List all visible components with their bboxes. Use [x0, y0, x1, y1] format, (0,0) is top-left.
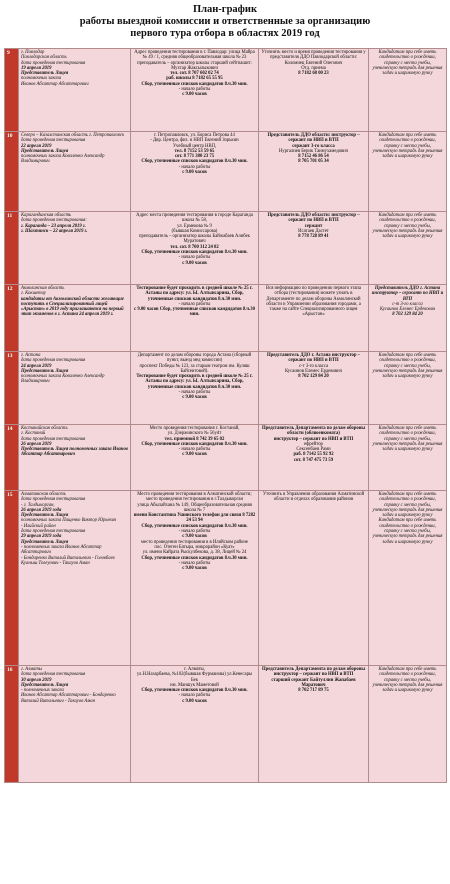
table-row [5, 352, 447, 425]
cell-line: Акмолинская область [21, 286, 65, 291]
schedule-table [4, 48, 447, 783]
cell-line: Кандидатам при себе иметь свидетельство о рождении, справку с места учебы, ученическую тетрадь для решения задач и шариковую ручку [372, 50, 443, 77]
address-cell [131, 425, 259, 491]
cell-line: с 9.00 часов [182, 170, 207, 176]
notes-cell [369, 491, 447, 666]
cell-line: 8 702 129 84 20 [298, 374, 329, 380]
cell-line: Сбор, уточненные списков кандидатов 8.ч.30 мин. [141, 250, 248, 256]
cell-line: Представитель ДДО области: инструктор – сержант по НВП и ВТП [267, 213, 360, 224]
cell-line: инструктор – сержант по НВП и ВТП [273, 436, 354, 442]
notes-cell [369, 132, 447, 212]
cell-line: раб. 8 7142 55 92 92 [293, 452, 334, 458]
cell-line: Костанайская область [21, 426, 68, 431]
cell-line: с 9.00 часов [182, 566, 207, 572]
cell-line: - Бондаренко Виталий Витальевич - Головбаев Куаныш Толеуович - Такауов Аман [21, 555, 115, 566]
cell-line: место проведения тестирования в в Илийском районе [141, 539, 248, 545]
cell-line: - Илийский район [21, 523, 56, 529]
cell-line: Сбор, уточненные списков кандидатов 8.ч.30 мин. [141, 81, 248, 87]
cell-line: 8 7182 68 00 23 [298, 71, 329, 77]
cell-line: Представитель Лицея полномочных заказа Иванов Абсаттар Абсаттарович [21, 447, 128, 458]
cell-line: с 9.00 часов Сбор, уточненные списков кандидатов 8.ч.30 мин. [134, 307, 255, 318]
cell-line: Павлодарская область [21, 55, 67, 61]
region-cell [19, 132, 131, 212]
cell-line: Сбор, уточненные списков кандидатов 8.ч.30 мин. [141, 688, 248, 694]
cell-line: тел. сот. 8 700 312 24 02 [170, 244, 219, 250]
cell-line: Кандидатам при себе иметь свидетельство о рождении, справку с места учебы, ученическую тетрадь для решения задач и шариковую ручку [372, 213, 443, 240]
cell-line: г. Шахтинск – 22 апреля 2019 г. [21, 228, 88, 234]
cell-line: Мухтар Жаксылыкович [171, 65, 218, 71]
cell-line: - начало работы [178, 529, 211, 535]
cell-line: - начало работы [178, 560, 211, 566]
contact-cell [259, 666, 369, 783]
cell-line: Адрес места проведения тестирования в городе Караганда школа № 58, [136, 213, 253, 224]
cell-line: Иванов Абсаттар Абсаттарович [21, 81, 89, 87]
cell-line: Иванов Абсаттар Абсаттарович - Бондаренко Виталий Витальевич - Такауов Аман [21, 693, 116, 704]
cell-line: с 9.00 часов [182, 395, 207, 401]
cell-line: Алматинская область [21, 492, 66, 497]
region-cell [19, 491, 131, 666]
cell-line: Место проведения тестирования в Алматинской области; [137, 492, 252, 497]
cell-line: сержант 3-го класса [292, 143, 335, 149]
cell-line: Сбор, уточненные списков кандидатов 8.ч.30 мин. [141, 555, 248, 561]
cell-line: с 9.00 часов [182, 452, 207, 458]
cell-line: им. Маншук Маметовой [170, 682, 219, 688]
table-row [5, 666, 447, 783]
cell-line: дата проведения тестирования [21, 60, 86, 66]
cell-line: проспект Победы № 123, за старым театром им. Куляш Байсеитовой). [139, 363, 250, 374]
cell-line: - начало работы [178, 87, 211, 93]
row-number: 16 [5, 666, 19, 783]
address-cell [131, 212, 259, 285]
contact-cell [259, 212, 369, 285]
region-cell [19, 425, 131, 491]
table-row [5, 132, 447, 212]
cell-line: 26 апреля 2019 года [21, 507, 62, 513]
cell-line: место проведения тестирования в г.Талдыкорган [145, 497, 244, 503]
cell-line: Представитель Департамента по делам обороны [261, 667, 366, 672]
cell-line: г. Караганда – 23 апреля 2019 г. [21, 223, 86, 229]
cell-line: Кандидатам при себе иметь свидетельство о рождении, справку с места учебы, ученическую тетрадь для решения задач и шариковую ручку [372, 426, 443, 453]
cell-line: 19 апреля 2019 [21, 65, 52, 71]
row-number: 14 [5, 425, 19, 491]
notes-cell [369, 49, 447, 132]
cell-line: Северо – Казахстанская область г. Петропавловск [21, 133, 125, 138]
cell-line: - Двр. Центра, физ. и НВП Евгений Зорькин [150, 138, 239, 144]
address-cell [131, 132, 259, 212]
cell-line: г. Петропавловск, ул. Бориса Петрова 44 [154, 133, 235, 138]
cell-line: дата проведения тестирования [21, 436, 86, 442]
cell-line: - полномочных заказа [21, 688, 64, 694]
cell-line: 24 апреля 2019 [21, 363, 52, 369]
title-line-3: первого тура отбора в областях 2019 год [130, 28, 320, 39]
contact-cell [259, 491, 369, 666]
cell-line: Представитель Лицея [21, 71, 69, 77]
cell-line: Уточнить в Управлении образования Алматинской области и отделах образования районов [262, 492, 365, 503]
cell-line: 22 апреля 2019 [21, 143, 52, 149]
cell-line: г. Алматы [21, 667, 42, 672]
cell-line: Представитель Лицея [21, 682, 69, 688]
cell-line: - начало работы [178, 164, 211, 170]
cell-line: ефрейтор [304, 441, 323, 447]
cell-line: Кандидатам при себе иметь свидетельство о рождении, справку с места учебы, ученическую тетрадь для решения задач и шариковую ручку [372, 667, 443, 694]
cell-line: полномочных заказа [21, 76, 62, 82]
cell-line: Представитель Лицея [21, 368, 69, 374]
notes-cell [369, 666, 447, 783]
region-cell [19, 49, 131, 132]
cell-line: Коломиец Евгений Олегович [284, 60, 343, 66]
address-cell [131, 352, 259, 425]
table-row [5, 491, 447, 666]
cell-line: раб. школы 8 7182 65 55 95 [166, 76, 223, 82]
region-cell [19, 666, 131, 783]
notes-cell [369, 352, 447, 425]
cell-line: - начало работы [178, 255, 211, 261]
cell-line: ул. Дзержинского № 56уdт [167, 431, 222, 437]
cell-line: - начало работы [178, 693, 211, 699]
cell-line: с-т 3-го класса [298, 363, 329, 369]
table-row [5, 49, 447, 132]
cell-line: г. Алматы, [184, 667, 205, 672]
cell-line: с 9.00 часов [182, 260, 207, 266]
cell-line: Кандидатам при себе иметь свидетельство о рождении, справку с места учебы, ученическую тетрадь для решения задач и шариковую ручку [372, 133, 443, 160]
cell-line: имени Константина Ушинского телефон для связи 8 7282 24 53 94 [133, 513, 256, 524]
cell-line: с-т 3-го класса [392, 301, 423, 307]
cell-line: дата проведения тестирования [21, 497, 86, 503]
address-cell [131, 49, 259, 132]
row-number: 12 [5, 285, 19, 352]
cell-line: Тестирование будет проходить в средней школе № 25 г. Астаны по адресу: ул. Ы. Алтынсарина, Сбор, уточненные списков кандидатов 8.ч.30 мин. [136, 374, 253, 390]
cell-line: тел. 8 7152 53 59 65 [174, 148, 215, 154]
cell-line: Кандидатам при себе иметь свидетельство о рождении, справку с места учебы, ученическую тетрадь для решения задач и шариковую ручку [372, 353, 443, 380]
region-cell [19, 352, 131, 425]
cell-line: инструктор – сержант по НВП и ВТП [273, 672, 354, 678]
cell-line: Кусаинов Елемес Ердевович [285, 368, 342, 374]
cell-line: Кусаинов Елемес Ердевович [379, 307, 436, 313]
notes-cell [369, 212, 447, 285]
cell-line: Тестирование будет проходить в средней школе № 25 г. Астаны по адресу: ул. Ы. Алтынсарина, Сбор, уточненные списков кандидатов 8.ч.30 мин. [136, 286, 253, 302]
cell-line: г. Астана [21, 353, 41, 358]
cell-line: Департамент по делам обороны города Астана (сборный пункт, выезд мед комиссии) [137, 353, 252, 364]
row-number: 10 [5, 132, 19, 212]
row-number: 15 [5, 491, 19, 666]
cell-line: (бывшая Комиссарова) [171, 228, 218, 234]
cell-line: ул. Ермекова № 9 [177, 223, 212, 229]
cell-line: пос. Отеген Батыра, микрорайон «Куат» [154, 544, 235, 550]
cell-line: Представитель ДДО области: инструктор – сержант по НВП и ВТП [267, 133, 360, 144]
cell-line: старший сержант Байтуллин Жапабаев Маратович [271, 677, 356, 688]
cell-line: Представитель ДДО г. Астана инструктор – сержант по НВП и ВТП [371, 286, 444, 302]
notes-cell [369, 425, 447, 491]
row-number: 9 [5, 49, 19, 132]
cell-line: 8 702 717 89 75 [298, 688, 329, 694]
title-line-1: План-график [192, 4, 258, 15]
cell-line: Сбор, уточненные списков кандидатов 8.ч.30 мин. [141, 523, 248, 529]
cell-line: полномочных заказа Коваленко Александр Владимирович [21, 154, 105, 165]
cell-line: 8 7152 46 86 54 [298, 154, 329, 160]
cell-line: Кандидатам при себе иметь свидетельство о рождении, справку с места учебы, ученическую тетрадь для решения задач и шариковую ручку [372, 518, 443, 545]
cell-line: сот. 8 771 380 23 75 [174, 154, 215, 160]
cell-line: Учебный центр НВП, [172, 143, 217, 149]
cell-line: Место проведения тестирования г. Костанай, [149, 426, 240, 431]
region-cell [19, 212, 131, 285]
address-cell [131, 285, 259, 352]
cell-line: с 9.00 часов [182, 534, 207, 540]
cell-line: дата проведения тестирования [21, 138, 86, 144]
cell-line: Исатаев Дастет [298, 228, 329, 234]
cell-line: 30 апреля 2019 [21, 677, 52, 683]
table-row [5, 285, 447, 352]
contact-cell [259, 352, 369, 425]
cell-line: Отд. приема [301, 65, 326, 71]
row-number: 11 [5, 212, 19, 285]
cell-line: с 9.00 часов [182, 698, 207, 704]
cell-line: Сексенбаев Рами [296, 447, 331, 453]
cell-line: полномочных заказа Коваленко Александр Владимирович [21, 374, 105, 385]
cell-line: Представитель Департамента по делам обороны области (облвоенкомата) [261, 426, 366, 437]
cell-line: Представитель Лицея [21, 148, 69, 154]
cell-line: преподаватель – организатор школы Байжабаев Алибек Муратович [139, 234, 250, 245]
cell-line: 29 апреля 2019 года [21, 534, 62, 540]
cell-line: 8 778 728 89 41 [298, 234, 329, 240]
address-cell [131, 491, 259, 666]
cell-line: преподаватель – организатор школы старший сейтпашит: [137, 60, 252, 66]
contact-cell [259, 132, 369, 212]
cell-line: Представитель Лицея [21, 539, 69, 545]
cell-line: с 9.00 часов [182, 92, 207, 98]
cell-line: Уточнить место и время проведения тестирования у представителя ДДО Павлодарской области: [261, 50, 366, 61]
cell-line: сот. 8 747 475 73 59 [293, 457, 334, 463]
document-title [0, 0, 450, 40]
cell-line: Нургалиев Берик Таимухамедович [278, 148, 349, 154]
cell-line: улица Абылайхана № 149, Общеобразовательная средняя школа № 7 [137, 502, 252, 513]
cell-line: ул.Н.Назарбаева, №102(бывшая Фурманова) ул.Кенесары Бек [136, 672, 253, 683]
cell-line: Сбор, уточненные списков кандидатов 8.ч.30 мин. [141, 441, 248, 447]
contact-cell [259, 285, 369, 352]
row-number: 13 [5, 352, 19, 425]
cell-line: 26 апреля 2019 [21, 441, 52, 447]
table-row [5, 212, 447, 285]
cell-line: г. Павлодар [21, 50, 45, 55]
address-cell [131, 666, 259, 783]
cell-line: дата проведения тестирования: [21, 218, 87, 224]
cell-line: - начало работы [178, 447, 211, 453]
cell-line: Представитель ДДО г. Астана инструктор – сержант по НВП и ВТП [267, 353, 360, 364]
cell-line: - полномочных заказа Иванов Абсаттар Абсаттарович [21, 544, 102, 556]
cell-line: кандидаты от Акмолинской области желающие поступить в Специализированный лицей «Арыстан» в 2019 году приглашаются на первый этап экзаменов в г. Астана 24 апреля 2019 г. [21, 296, 124, 318]
cell-line: г. Костанай [21, 431, 46, 437]
cell-line: дата проведения тестирования [21, 529, 86, 535]
cell-line: Адрес проведения тестирования в г. Павлодар: улица Майра № 49 / 1, средняя общеобразовательная школа № 23 [134, 50, 255, 61]
cell-line: Карагандинская область [21, 213, 72, 218]
cell-line: сержант [304, 223, 323, 229]
cell-line: полномочных заказа Пащенко Виктор Юрьевич [21, 518, 117, 524]
contact-cell [259, 425, 369, 491]
cell-line: 8 702 129 84 20 [392, 312, 423, 318]
cell-line: Сбор, уточненные списков кандидатов 8.ч.30 мин. [141, 159, 248, 165]
notes-cell [369, 285, 447, 352]
cell-line: - начало работы [178, 390, 211, 396]
cell-line: тел. приемной 8 742 39 65 02 [164, 436, 225, 442]
table-row [5, 425, 447, 491]
cell-line: тел. сот. 8 707 602 02 74 [170, 71, 219, 77]
cell-line: - начало работы [178, 301, 211, 307]
cell-line: Представитель Лицея [21, 513, 69, 519]
title-line-2: работы выездной комиссии и ответственные за организацию [79, 16, 371, 27]
cell-line: - г. Талдыкорган, [21, 502, 55, 508]
cell-line: дата проведения тестирования [21, 358, 86, 364]
contact-cell [259, 49, 369, 132]
region-cell [19, 285, 131, 352]
cell-line: Кандидатам при себе иметь свидетельство о рождении, справку с места учебы, ученическую тетрадь для решения задач и шариковую ручку [372, 492, 443, 519]
cell-line: дата проведения тестирования [21, 672, 86, 678]
cell-line: 8 705 701 05 34 [298, 159, 329, 165]
cell-line: ул. имени Кайрата Рыскулбекова, д. 38, Лицей № 24 [142, 550, 247, 556]
cell-line: Вся информацию по проведению первого этапа отбора (тестирования) можете узнать в Департаменте по делам обороны Акмолинской области и Управлении образования городами, а также на сайте Специализированного лицея «Арыстан» [266, 286, 361, 318]
cell-line: г. Кокшетау [21, 291, 46, 297]
